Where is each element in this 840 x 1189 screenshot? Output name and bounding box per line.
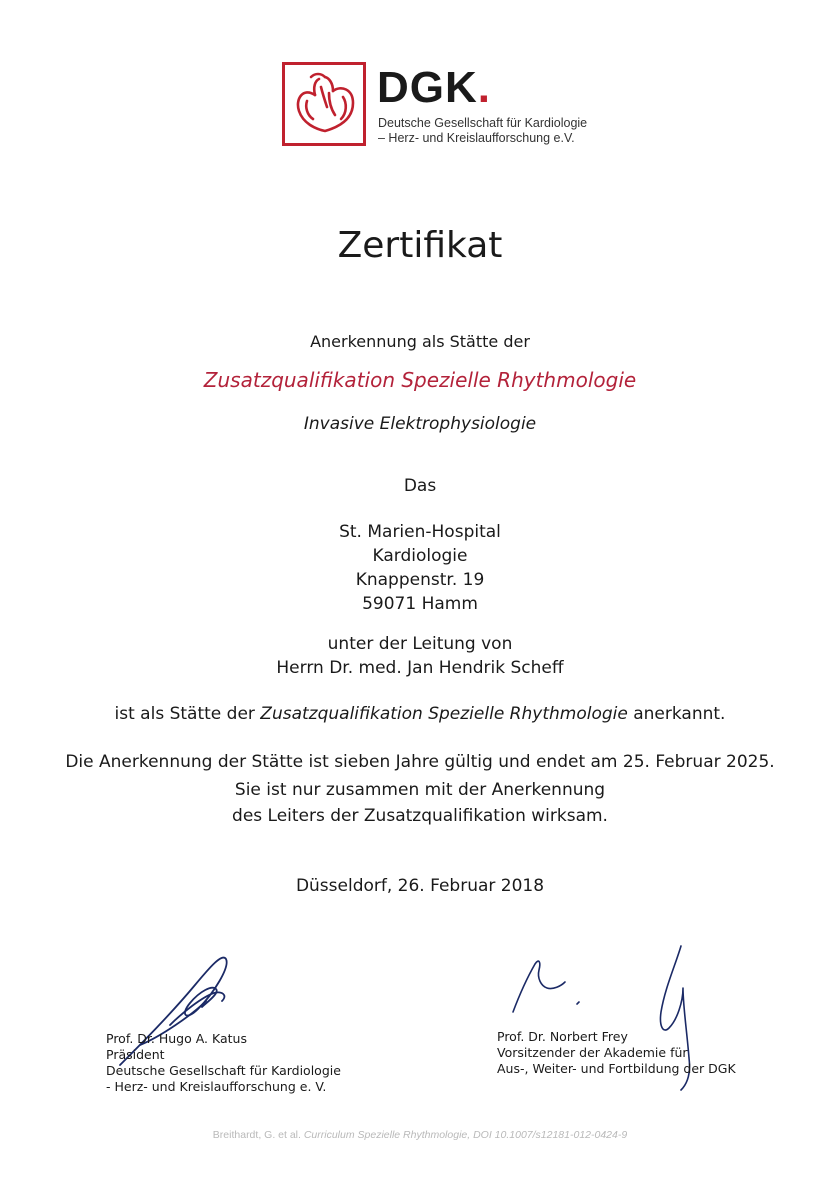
logo-acronym: DGK.	[377, 63, 492, 112]
recognition-statement	[0, 704, 840, 724]
validity-line-3: des Leiters der Zusatzqualifikation wirksam.	[232, 806, 608, 826]
logo-org-line-2: – Herz- und Kreislaufforschung e.V.	[378, 131, 575, 145]
signatory-right-role-2: Aus-, Weiter- und Fortbildung der DGK	[497, 1061, 736, 1076]
validity-line-2: Sie ist nur zusammen mit der Anerkennung	[234, 780, 606, 800]
article-text: Das	[403, 476, 437, 496]
recognition-qualification: Zusatzqualifikation Spezielle Rhythmologie	[260, 704, 628, 724]
address-line: Knappenstr. 19	[355, 570, 485, 590]
leitung-line-1: unter der Leitung von	[327, 634, 513, 654]
signatory-left-role: Präsident	[106, 1047, 165, 1062]
recognition-suffix: anerkannt.	[627, 704, 726, 724]
logo-dot: .	[477, 63, 492, 112]
leitung-line-2: Herrn Dr. med. Jan Hendrik Scheff	[276, 658, 564, 678]
footer-citation: Curriculum Spezielle Rhythmologie, DOI 10.1007/s12181-012-0424-9	[303, 1129, 628, 1141]
address-line: 59071 Hamm	[362, 594, 478, 614]
signatory-right-block	[497, 1029, 736, 1077]
qualification-heading: Zusatzqualifikation Spezielle Rhythmologie	[203, 368, 637, 392]
signatory-left-org-1: Deutsche Gesellschaft für Kardiologie	[106, 1063, 341, 1078]
certificate-subtitle: Anerkennung als Stätte der	[310, 332, 530, 351]
signatory-left-org-2: - Herz- und Kreislaufforschung e. V.	[106, 1079, 327, 1094]
footer-authors: Breithardt, G. et al.	[212, 1129, 301, 1141]
logo-org-line-1: Deutsche Gesellschaft für Kardiologie	[378, 116, 588, 130]
address-line: St. Marien-Hospital	[339, 522, 501, 542]
footer-reference	[0, 1129, 840, 1141]
signatory-right-role-1: Vorsitzender der Akademie für	[497, 1045, 688, 1060]
dgk-logo-box	[282, 62, 366, 146]
address-line: Kardiologie	[372, 546, 468, 566]
heart-outline-icon	[285, 65, 363, 143]
validity-line-1: Die Anerkennung der Stätte ist sieben Jahre gültig und endet am 25. Februar 2025.	[65, 752, 775, 772]
place-and-date: Düsseldorf, 26. Februar 2018	[295, 876, 545, 896]
certificate-title: Zertifikat	[337, 225, 503, 266]
signatory-left-block	[106, 1031, 341, 1095]
specialty-heading: Invasive Elektrophysiologie	[303, 414, 537, 434]
signatory-right-name: Prof. Dr. Norbert Frey	[497, 1029, 628, 1044]
signatory-left-name: Prof. Dr. Hugo A. Katus	[106, 1031, 247, 1046]
recognition-prefix: ist als Stätte der	[114, 704, 261, 724]
